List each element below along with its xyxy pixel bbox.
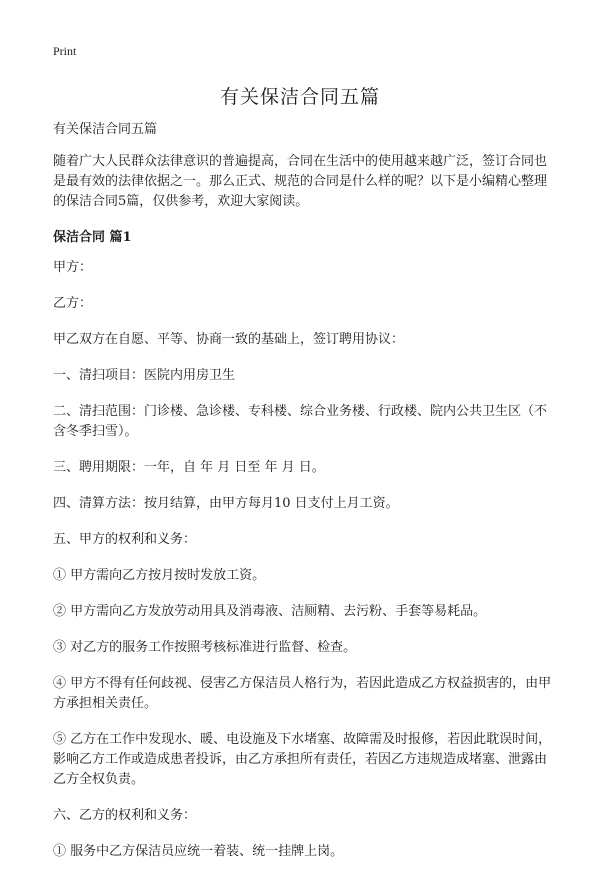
clause-5-item-4: ④ 甲方不得有任何歧视、侵害乙方保洁员人格行为，若因此造成乙方权益损害的，由甲方承担相关责任。 xyxy=(53,676,552,711)
section-heading: 保洁合同 篇1 xyxy=(53,230,132,245)
intro-paragraph: 随着广大人民群众法律意识的普遍提高，合同在生活中的使用越来越广泛，签订合同也是最有效的法律依据之一。那么正式、规范的合同是什么样的呢？以下是小编精心整理的保洁合同5篇，仅供参考，欢迎大家阅读。 xyxy=(53,154,548,209)
document-body xyxy=(53,120,553,878)
party-b-line: 乙方： xyxy=(53,296,93,311)
clause-5-item-3: ③ 对乙方的服务工作按照考核标准进行监督、检查。 xyxy=(53,640,357,655)
party-a-line: 甲方： xyxy=(53,260,93,275)
agreement-preamble: 甲乙双方在自愿、平等、协商一致的基础上，签订聘用协议： xyxy=(53,332,405,347)
clause-4: 四、清算方法：按月结算，由甲方每月10 日支付上月工资。 xyxy=(53,496,399,511)
clause-1: 一、清扫项目：医院内用房卫生 xyxy=(53,368,236,383)
clause-5-item-1: ① 甲方需向乙方按月按时发放工资。 xyxy=(53,568,266,583)
clause-3: 三、聘用期限：一年，自 年 月 日至 年 月 日。 xyxy=(53,460,325,475)
clause-5-item-2: ② 甲方需向乙方发放劳动用具及消毒液、洁厕精、去污粉、手套等易耗品。 xyxy=(53,604,487,619)
document-title: 有关保洁合同五篇 xyxy=(219,86,380,108)
clause-2: 二、清扫范围：门诊楼、急诊楼、专科楼、综合业务楼、行政楼、院内公共卫生区（不含冬季扫雪）。 xyxy=(53,404,548,439)
clause-5-item-5: ⑤ 乙方在工作中发现水、暖、电设施及下水堵塞、故障需及时报修，若因此耽误时间，影响乙方工作或造成患者投诉，由乙方承担所有责任，若因乙方违规造成堵塞、泄露由乙方全权负责。 xyxy=(53,732,552,787)
clause-6-item-1: ① 服务中乙方保洁员应统一着装、统一挂牌上岗。 xyxy=(53,844,344,859)
document-subtitle: 有关保洁合同五篇 xyxy=(53,122,158,137)
print-link[interactable]: Print xyxy=(53,44,77,58)
clause-6-heading: 六、乙方的权利和义务： xyxy=(53,808,197,823)
clause-5-heading: 五、甲方的权利和义务： xyxy=(53,532,197,547)
